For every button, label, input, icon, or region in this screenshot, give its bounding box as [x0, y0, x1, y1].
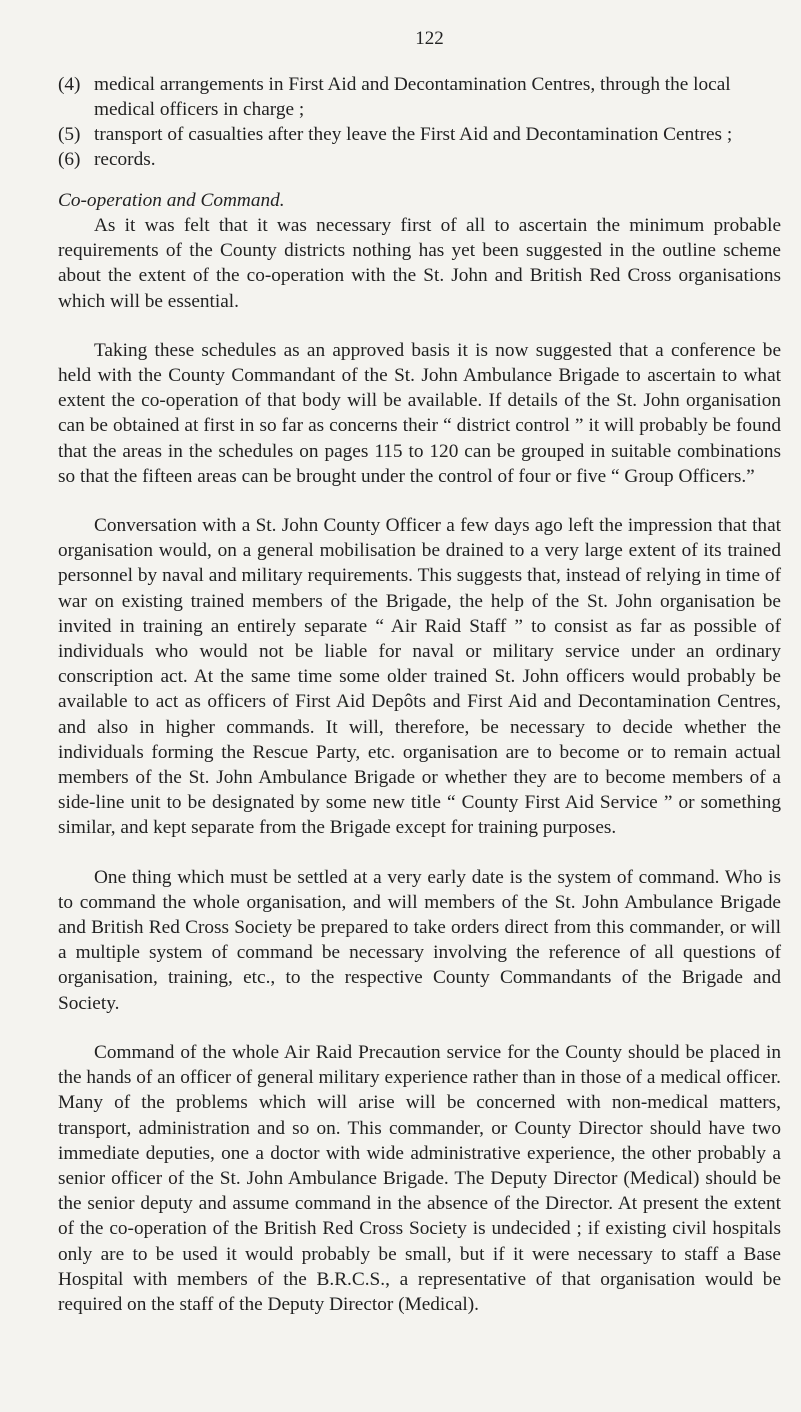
- paragraph: One thing which must be settled at a very early date is the system of command. Who is to command the whole organisation, and will members of the St. John Ambulance Brigade and British Red Cross Society be prepared to take orders direct from this commander, or will a multiple system of command be necessary involving the reference of all questions of organisation, training, etc., to the respective County Commandants of the Brigade and Society.: [58, 866, 781, 1014]
- list-item: [58, 72, 781, 122]
- page-number: 122: [415, 28, 444, 49]
- numbered-list: [58, 72, 781, 172]
- list-item-text: medical arrangements in First Aid and Decontamination Centres, through the local medical officers in charge ;: [94, 74, 731, 120]
- list-item: [58, 122, 781, 147]
- list-item-number: (6): [58, 149, 81, 170]
- list-item-text: transport of casualties after they leave the First Aid and Decontamination Centres ;: [94, 124, 733, 145]
- section-heading: Co-operation and Command.: [58, 190, 285, 211]
- paragraph: As it was felt that it was necessary first of all to ascertain the minimum probable requirements of the County districts nothing has yet been suggested in the outline scheme about the extent of the co-operation with the St. John and British Red Cross organisations which will be essential.: [58, 215, 781, 312]
- list-item: [58, 147, 781, 172]
- paragraph: Command of the whole Air Raid Precaution service for the County should be placed in the hands of an officer of general military experience rather than in those of a medical officer. Many of the problems which will arise will be concerned with non-medical matters, transport, administration and so on. This commander, or County Director should have two immediate deputies, one a doctor with wide administrative experience, the other probably a senior officer of the St. John Ambulance Brigade. The Deputy Director (Medical) should be the senior deputy and assume command in the absence of the Director. At present the extent of the co-operation of the British Red Cross Society is undecided ; if existing civil hospitals only are to be used it would probably be small, but if it were necessary to staff a Base Hospital with members of the B.R.C.S., a representative of that organisation would be required on the staff of the Deputy Director (Medical).: [58, 1041, 781, 1315]
- list-item-text: records.: [94, 149, 156, 170]
- paragraph: Taking these schedules as an approved basis it is now suggested that a conference be held with the County Commandant of the St. John Ambulance Brigade to ascertain to what extent the co-operation of that body will be available. If details of the St. John organisation can be obtained at first in so far as concerns their “ district control ” it will probably be found that the areas in the schedules on pages 115 to 120 can be grouped in suitable combinations so that the fifteen areas can be brought under the control of four or five “ Group Officers.”: [58, 339, 781, 487]
- list-item-number: (5): [58, 124, 81, 145]
- paragraph: Conversation with a St. John County Officer a few days ago left the impression that that organisation would, on a general mobilisation be drained to a very large extent of its trained personnel by naval and military requirements. This suggests that, instead of relying in time of war on existing trained members of the Brigade, the help of the St. John organisation be invited in training an entirely separate “ Air Raid Staff ” to consist as far as possible of individuals who would not be liable for naval or military service under an ordinary conscription act. At the same time some older trained St. John officers would probably be available to act as officers of First Aid Depôts and First Aid and Decontamination Centres, and also in higher commands. It will, therefore, be necessary to decide whether the individuals forming the Rescue Party, etc. organisation are to become or to remain actual members of the St. John Ambulance Brigade or whether they are to become members of a side-line unit to be designated by some new title “ County First Aid Service ” or something similar, and kept separate from the Brigade except for training purposes.: [58, 515, 781, 839]
- list-item-number: (4): [58, 74, 81, 95]
